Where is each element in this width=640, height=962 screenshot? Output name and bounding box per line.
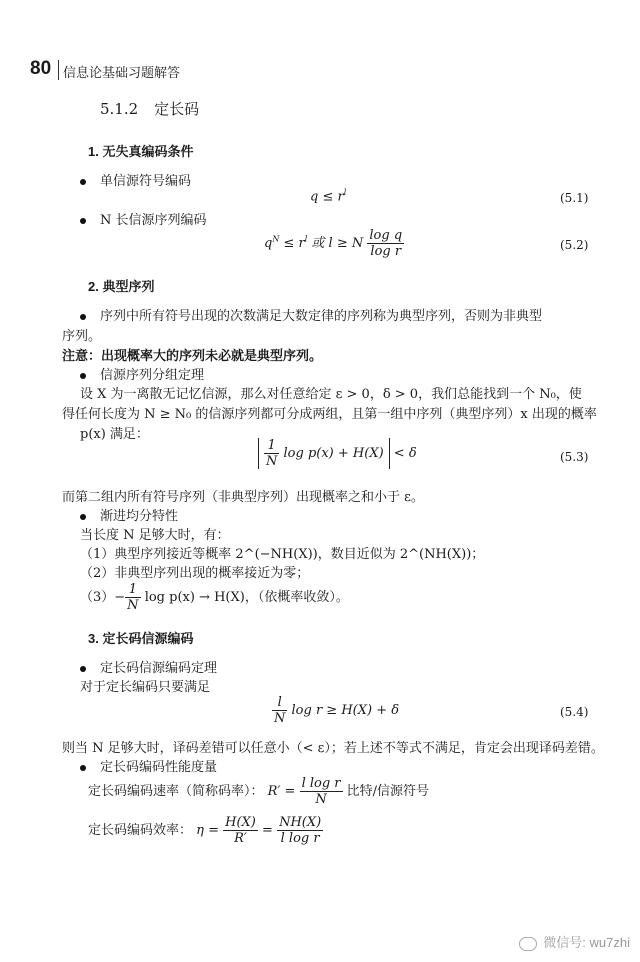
wechat-icon: [519, 937, 537, 951]
equation-number-5-4: (5.4): [560, 705, 589, 719]
bullet-dot: [80, 218, 86, 224]
bullet-dot: [80, 514, 86, 520]
equation-5-4: $\frac{l}{N}$ log r ≥ H(X) + δ: [274, 695, 400, 726]
theorem-para-4: 而第二组内所有符号序列（非典型序列）出现概率之和小于 ε。: [62, 490, 424, 505]
bullet-coding-theorem: 定长码信源编码定理: [80, 657, 217, 676]
section-title: 定长码: [154, 100, 200, 118]
bullet-dot: [80, 765, 86, 771]
typical-definition-cont: 序列。: [62, 329, 102, 344]
equation-number-5-3: (5.3): [560, 450, 589, 464]
header-divider: [58, 60, 59, 80]
section-heading: [100, 98, 215, 119]
equation-5-3: $\frac{1}{N}$ log p(x) + H(X) < δ: [258, 438, 417, 469]
heading-lossless-condition: 1. 无失真编码条件: [88, 144, 194, 159]
theorem-para-1: 设 X 为一离散无记忆信源，那么对任意给定 ε > 0，δ > 0，我们总能找到一个 N₀，使: [80, 387, 582, 402]
coding-condition-result: 则当 N 足够大时，译码差错可以任意小（< ε）；若上述不等式不满足，肯定会出现译码差错。: [62, 741, 604, 756]
theorem-para-3: p(x) 满足：: [80, 427, 149, 442]
code-efficiency-formula: 定长码编码效率： η = $\frac{H(X)}{R'}$ = $\frac{NH(X)}{\text{l log r}}$: [88, 815, 322, 846]
bullet-dot: [80, 666, 86, 672]
bullet-sequence-coding: N 长信源序列编码: [80, 209, 207, 228]
equation-5-1: $q \le r^l$: [310, 188, 347, 205]
bullet-aep: 渐进均分特性: [80, 505, 178, 524]
equation-number-5-1: (5.1): [560, 191, 589, 205]
bullet-dot: [80, 314, 86, 320]
bullet-dot: [80, 179, 86, 185]
bullet-typical-definition: 序列中所有符号出现的次数满足大数定律的序列称为典型序列，否则为非典型: [80, 305, 542, 324]
equation-number-5-2: (5.2): [560, 238, 589, 252]
heading-fixed-length-coding: 3. 定长码信源编码: [88, 631, 194, 646]
heading-typical-sequence: 2. 典型序列: [88, 279, 155, 294]
aep-item-2: （2）非典型序列出现的概率接近为零；: [80, 566, 310, 581]
bullet-single-symbol: 单信源符号编码: [80, 170, 191, 189]
aep-item-3: （3）− $\frac{1}{N}$ log p(x) → H(X)，（依概率收敛）。: [80, 582, 349, 613]
book-title: 信息论基础习题解答: [63, 66, 181, 81]
equation-5-2: $q^N \le r^l$ 或 l ≥ N $\frac{\text{log q}}{\text{log r}}$: [264, 228, 403, 259]
code-rate-formula: 定长码编码速率（简称码率）： R′ = $\frac{\text{l log r}}{N}$ 比特/信源符号: [88, 776, 430, 807]
page-number: 80: [30, 58, 52, 79]
theorem-para-2: 得任何长度为 N ≥ N₀ 的信源序列都可分成两组，且第一组中序列（典型序列）x 出现的概率: [62, 407, 597, 422]
aep-intro: 当长度 N 足够大时，有：: [80, 528, 230, 543]
note-text: 注意：出现概率大的序列未必就是典型序列。: [62, 349, 323, 364]
bullet-performance-metrics: 定长码编码性能度量: [80, 756, 217, 775]
bullet-dot: [80, 373, 86, 379]
bullet-partition-theorem: 信源序列分组定理: [80, 364, 204, 383]
coding-condition-intro: 对于定长编码只要满足: [80, 680, 211, 695]
section-number: 5.1.2: [100, 100, 139, 118]
aep-item-1: （1）典型序列接近等概率 2^(−NH(X))，数目近似为 2^(NH(X))；: [80, 547, 485, 562]
wechat-watermark: 微信号: wu7zhi: [519, 932, 630, 951]
